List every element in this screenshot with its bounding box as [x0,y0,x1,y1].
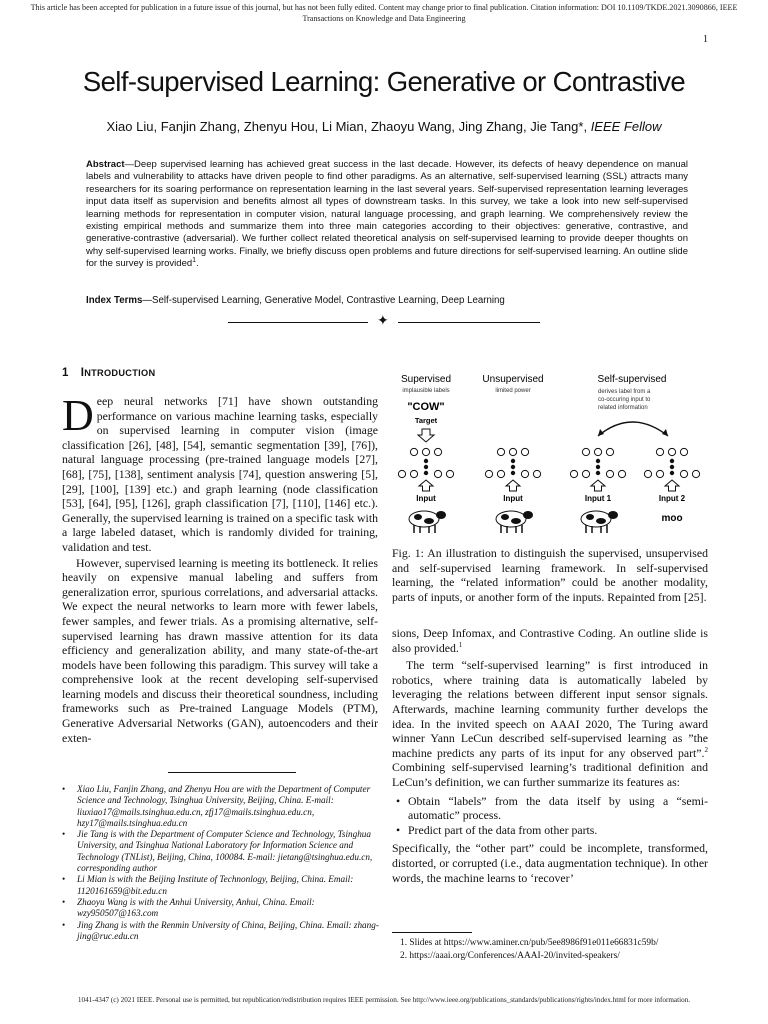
section-number: 1 [62,367,69,379]
label-self-supervised: Self-supervised [597,374,667,385]
publication-banner [20,2,748,24]
abstract-text: —Deep supervised learning has achieved great success in the last decade. However, its defects of heavy dependence on manual labels and vulnerability to attacks have driven people to find other paradigms. As an alternative, self-supervised learning (SSL) attracts many researchers for its soaring performance on representation learning in the last several years. Self-supervised representation learning leverages input data itself as supervision and benefits almost all types of downstream tasks. In this survey, we take a look into new self-supervised learning methods for representation in computer vision, natural language processing, and graph learning. We comprehensively review the existing empirical methods and summarize them into three main categories according to their objectives: generative, contrastive, and generative-contrastive (adversarial). We further collect related theoretical analysis on self-supervised learning to provide deeper thoughts on why self-supervised learning works. Finally, we briefly discuss open problems and future directions for self-supervised learning. An outline slide for the survey is provided [86,159,688,270]
bullet-text: Predict part of the data from other parts. [408,822,598,837]
footnote-text: Zhaoyu Wang is with the Anhui University, Anhui, China. Email: wzy950507@163.com [77,896,315,919]
author-names: Xiao Liu, Fanjin Zhang, Zhenyu Hou, Li Mian, Zhaoyu Wang, Jing Zhang, Jie Tang*, [106,119,588,134]
paper-title: Self-supervised Learning: Generative or Contrastive [82,66,686,97]
label-unsupervised: Unsupervised [482,374,544,385]
footnote-text: Jie Tang is with the Department of Computer Science and Technology, Tsinghua University, and Tsinghua National Laboratory for Information Science and Technology (TNList), Beijing, China, 100084. E-mail: jietang@tsinghua.edu.cn, corresponding author [77,829,373,874]
footnote-text: Xiao Liu, Fanjin Zhang, and Zhenyu Hou are with the Department of Computer Science and Technology, Tsinghua University, Beijing, China. E-mail: liuxiao17@mails.tsinghua.edu.cn, zfj17@mails.tsinghua.edu.cn, hzy17@mails.tsinghua.edu.cn [77,784,371,828]
right-p1-footnote-mark: 1 [458,640,463,649]
author-fellow: IEEE Fellow [590,119,662,134]
list-item: • Predict part of the data from other parts. [396,822,598,837]
cow-icon [496,511,533,533]
right-paragraph-1 [392,626,708,655]
copyright-footer: 1041-4347 (c) 2021 IEEE. Personal use is permitted, but republication/redistribution requires IEEE permission. See http://www.ieee.org/publications_standards/publications/rights/index.html for more information. [77,996,691,1004]
footnote-text: Li Mian is with the Beijing Institute of Technonlogy, Beijing, China. Email: 1120161659@bit.edu.cn [77,874,354,896]
abstract-footnote-mark: 1 [192,257,197,265]
separator-left [228,322,368,323]
label-selfsup-sub-1: derives label from a [598,389,651,395]
cow-icon [581,511,618,533]
index-terms-text: —Self-supervised Learning, Generative Model, Contrastive Learning, Deep Learning [142,295,505,306]
drop-cap: D [62,391,94,440]
label-selfsup-sub-2: co-occuring input to [598,397,651,403]
label-selfsup-sub-3: related information [598,405,648,411]
footnote-item: • Li Mian is with the Beijing Institute of Technonlogy, Beijing, China. Email: 1120161659@bit.edu.cn [62,874,354,896]
footnote-item: • Xiao Liu, Fanjin Zhang, and Zhenyu Hou are with the Department of Computer Science and Technology, Tsinghua University, Beijing, China. E-mail: liuxiao17@mails.tsinghua.edu.cn, zfj17@mails.tsinghua.edu.cn, hzy17@mails.tsinghua.edu.cn [62,784,371,828]
footnote-slides: 1. Slides at https://www.aminer.cn/pub/5ee8986f91e011e66831c59b/ [400,938,659,948]
section-title-rest: NTRODUCTION [84,368,156,378]
label-target: Target [414,416,438,425]
label-moo: moo [661,513,683,524]
up-arrow-icon [665,480,679,491]
right-paragraph-3: Specifically, the “other part” could be incomplete, transformed, distorted, or corrupted (i.e., data augmentation technique). In other words, the machine learns to ‘recover’ [392,841,708,885]
footnote-item: • Zhaoyu Wang is with the Anhui University, Anhui, China. Email: wzy950507@163.com [62,896,315,919]
author-list [0,119,768,134]
relation-arrow [598,422,668,436]
label-unsupervised-sub: limited power [495,388,531,394]
separator-right [398,322,540,323]
section-heading [62,367,155,379]
right-p2-footnote-mark: 2 [704,745,708,754]
up-arrow-icon [506,480,520,491]
banner-line-1: This article has been accepted for publication in a future issue of this journal, but has not been fully edited. Content may change prior to final publication. Citation information: DOI 10.1109/TKDE.2021.3090866, IEEE [30,3,738,12]
footnote-text: Jing Zhang is with the Renmin University of China, Beijing, China. Email: zhang-jing@ruc.edu.cn [77,919,379,941]
list-item: • Obtain “labels” from the data itself by using a “semi-automatic” process. [396,793,708,823]
down-arrow-icon [418,429,434,442]
right-p1-text: sions, Deep Infomax, and Contrastive Coding. An outline slide is also provided. [392,626,708,655]
intro-paragraph-2: However, supervised learning is meeting its bottleneck. It relies heavily on expensive manual labeling and suffers from generalization error, spurious correlations, and adversarial attacks. We expect the neural networks to learn more with fewer labels, fewer samples, and fewer trials. As a promising alternative, self-supervised learning has drawn massive attention for its data efficiency and generalization ability, and many state-of-the-art models have been following this paradigm. This survey will take a comprehensive look at the recent developing self-supervised learning models and discuss their theoretical soundness, including frameworks such as Pre-trained Language Models (PTM), Generative Adversarial Networks (GAN), autoencoders and their exten- [62,555,378,745]
footnote-aaai: 2. https://aaai.org/Conferences/AAAI-20/invited-speakers/ [400,950,620,961]
cow-icon [409,511,446,533]
index-terms-label: Index Terms [86,295,143,306]
section-title-lead: I [80,367,85,379]
right-paragraph-2 [392,658,708,789]
label-input-unsupervised: Input [503,494,523,503]
label-supervised: Supervised [400,374,452,385]
label-input-supervised: Input [416,494,436,503]
footnote-item: • Jing Zhang is with the Renmin University of China, Beijing, China. Email: zhang-jing@ruc.edu.cn [62,919,379,941]
url-footnotes [400,937,658,963]
right-column-text [392,626,708,885]
bullet-text: Obtain “labels” from the data itself by using a “semi-automatic” process. [408,793,708,823]
right-footnote-rule [392,932,472,933]
label-supervised-sub: implausible labels [402,388,450,394]
label-input-2: Input 2 [658,494,686,503]
left-column-text [62,391,379,745]
abstract [86,159,688,271]
footnote-item: • Jie Tang is with the Department of Computer Science and Technology, Tsinghua University, and Tsinghua National Laboratory for Information Science and Technology (TNList), Beijing, China, 100084. E-mail: jietang@tsinghua.edu.cn, corresponding author [62,829,373,874]
right-p2-rest: Combining self-supervised learning’s traditional definition and LeCun’s definition, we can further summarize its features as: [392,760,708,789]
right-p2-text: The term “self-supervised learning” is first introduced in robotics, where training data is automatically labeled by leveraging the relations between different input sensor signals. Afterwards, machine learning community further develops the idea. In the invited speech on AAAI 2020, The Turing award winner Yann LeCun described self-supervised learning as ”the machine predicts any parts of its input for any observed part”. [392,658,708,760]
up-arrow-icon [419,480,433,491]
label-cow: "COW" [407,401,445,413]
page-number: 1 [703,34,708,45]
abstract-end: . [196,258,199,270]
footnote-rule [168,772,296,773]
figure-1-diagram [392,368,708,538]
banner-line-2: Transactions on Knowledge and Data Engineering [302,14,466,23]
intro-p1-text: eep neural networks [71] have shown outstanding performance on various machine learning tasks, especially on supervised learning in computer vision (image classification [26], [48], [54], semantic segmentation [39], [76]), natural language processing (pre-trained language models [27], [68], [75], [138], sentiment analysis [74], question answering [5], [29], [100], [139] etc.) and graph learning (node classification [53], [64], [95], [126], graph classification [7], [110], [146] etc.). Generally, the supervised learning is trained on a specific task with a large labeled dataset, which is randomly divided for training, validation and test. [62,394,379,554]
label-input-1: Input 1 [584,494,612,503]
figure-1-caption: Fig. 1: An illustration to distinguish the supervised, unsupervised and self-supervised learning framework. In self-supervised learning, the “related information” could be another modality, parts of inputs, or another form of the inputs. Repainted from [25]. [392,546,708,604]
feature-bullet-list [392,794,708,838]
abstract-label: Abstract [86,159,125,170]
affiliation-footnotes [62,784,380,942]
intro-paragraph-1 [62,391,379,555]
separator-star: ✦ [377,313,389,329]
up-arrow-icon [591,480,605,491]
index-terms [86,295,688,306]
